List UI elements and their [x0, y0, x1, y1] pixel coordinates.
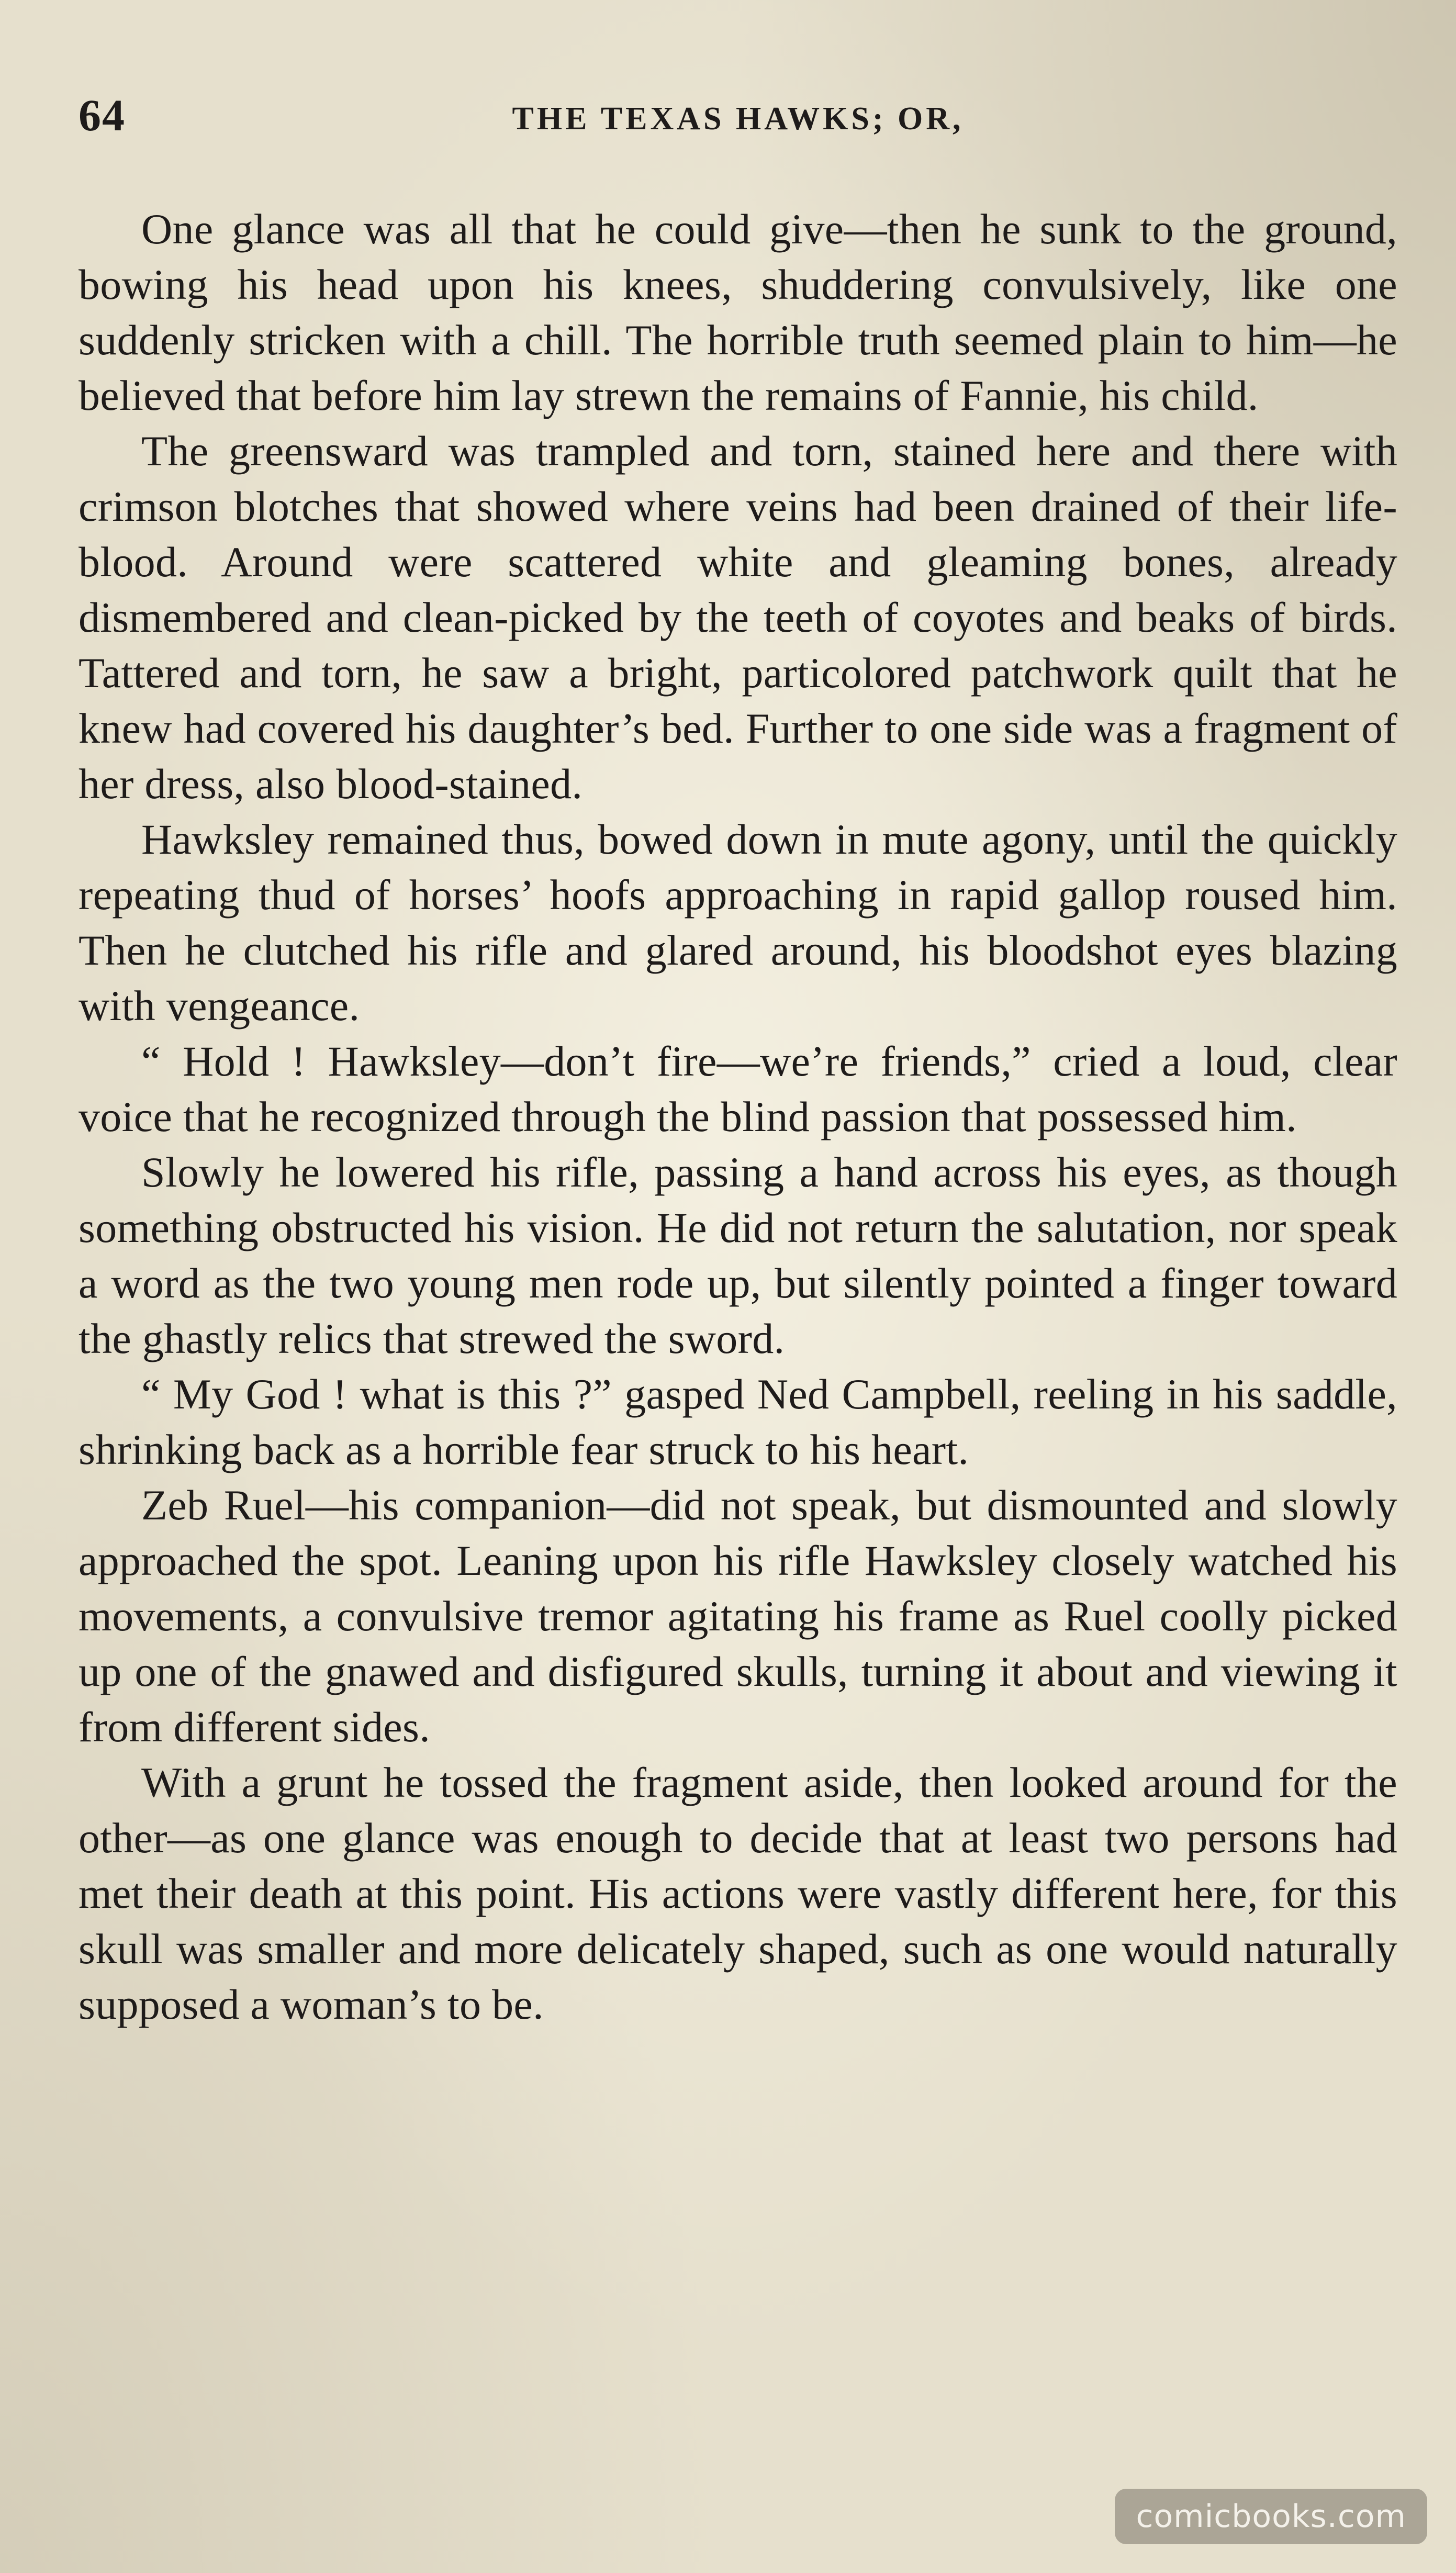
paragraph: The greensward was trampled and torn, stained here and there with crimson blotches that showed where veins had been drained of their life-blood. Around were scattered white and gleaming bones, already dismembered and clean-picked by the teeth of coyotes and beaks of birds. Tattered and torn, he saw a bright, particolored patchwork quilt that he knew had covered his daughter’s bed. Further to one side was a fragment of her dress, also blood-stained. — [79, 427, 1397, 808]
body-text — [79, 202, 1397, 2032]
paragraph: Slowly he lowered his rifle, passing a hand across his eyes, as though something obstructed his vision. He did not return the salutation, nor speak a word as the two young men rode up, but silently pointed a finger toward the ghastly relics that strewed the sword. — [79, 1148, 1397, 1362]
page-number: 64 — [79, 90, 126, 140]
paragraph: “ Hold ! Hawksley—don’t fire—we’re friends,” cried a loud, clear voice that he recognized through the blind passion that possessed him. — [79, 1037, 1397, 1140]
paragraph: Zeb Ruel—his companion—did not speak, but dismounted and slowly approached the spot. Leaning upon his rifle Hawksley closely watched his movements, a convulsive tremor agitating his frame as Ruel coolly picked up one of the gnawed and disfigured skulls, turning it about and viewing it from different sides. — [79, 1481, 1397, 1751]
paragraph: Hawksley remained thus, bowed down in mute agony, until the quickly repeating thud of horses’ hoofs approaching in rapid gallop roused him. Then he clutched his rifle and glared around, his bloodshot eyes blazing with vengeance. — [79, 815, 1397, 1030]
paragraph: With a grunt he tossed the fragment aside, then looked around for the other—as one glance was enough to decide that at least two persons had met their death at this point. His actions were vastly different here, for this skull was smaller and more delicately shaped, such as one would naturally supposed a woman’s to be. — [79, 1759, 1397, 2028]
running-head: THE TEXAS HAWKS; OR, — [512, 101, 964, 137]
paragraph: One glance was all that he could give—then he sunk to the ground, bowing his head upon his knees, shuddering convulsively, like one suddenly stricken with a chill. The horrible truth seemed plain to him—he believed that before him lay strewn the remains of Fannie, his child. — [79, 205, 1397, 419]
paragraph: “ My God ! what is this ?” gasped Ned Campbell, reeling in his saddle, shrinking back as a horrible fear struck to his heart. — [79, 1370, 1397, 1473]
page-header — [79, 89, 1397, 152]
watermark: comicbooks.com — [1115, 2489, 1427, 2544]
